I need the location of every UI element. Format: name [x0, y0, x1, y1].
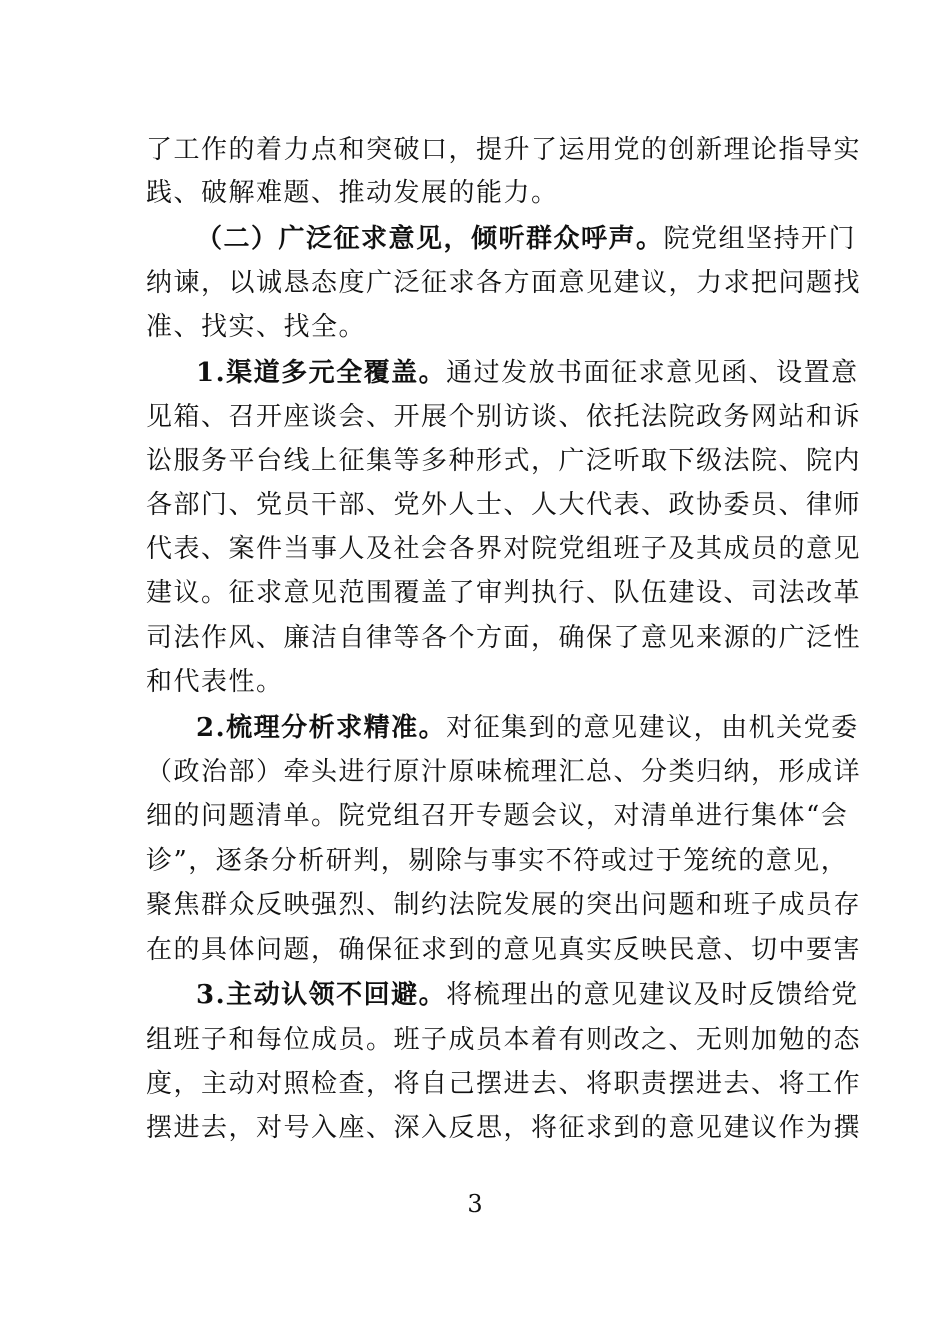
- body-text-line: 代表、案件当事人及社会各界对院党组班子及其成员的意见: [146, 534, 862, 564]
- body-text-line: 和代表性。: [146, 667, 284, 697]
- body-text-line: 践、破解难题、推动发展的能力。: [146, 178, 559, 208]
- body-text: 对征集到的意见建议，由机关党委: [446, 713, 859, 743]
- section-heading-line: [196, 224, 857, 254]
- body-text: 将梳理出的意见建议及时反馈给党: [446, 980, 859, 1010]
- subsection-heading-line: [196, 980, 859, 1010]
- body-text-line: 建议。征求意见范围覆盖了审判执行、队伍建设、司法改革: [146, 578, 862, 608]
- body-text-line: 纳谏，以诚恳态度广泛征求各方面意见建议，力求把问题找: [146, 268, 862, 298]
- body-text-line: 准、找实、找全。: [146, 312, 367, 342]
- subsection-heading: 1.渠道多元全覆盖。: [196, 358, 447, 388]
- page-number: 3: [467, 1190, 483, 1218]
- section-heading: （二）广泛征求意见，倾听群众呼声。: [196, 224, 664, 254]
- body-text-line: （政治部）牵头进行原汁原味梳理汇总、分类归纳，形成详: [146, 757, 862, 787]
- body-text-line: 见箱、召开座谈会、开展个别访谈、依托法院政务网站和诉: [146, 402, 862, 432]
- body-text-line: 各部门、党员干部、党外人士、人大代表、政协委员、律师: [146, 490, 862, 520]
- subsection-heading: 2.梳理分析求精准。: [196, 713, 447, 743]
- subsection-heading-line: [196, 713, 859, 743]
- body-text: 院党组坚持开门: [663, 224, 857, 254]
- body-text-line: 讼服务平台线上征集等多种形式，广泛听取下级法院、院内: [146, 446, 862, 476]
- body-text-line: 摆进去，对号入座、深入反思，将征求到的意见建议作为撰: [146, 1113, 862, 1143]
- body-text-line: 在的具体问题，确保征求到的意见真实反映民意、切中要害: [146, 935, 862, 965]
- subsection-heading-line: [196, 358, 859, 388]
- body-text-line: 细的问题清单。院党组召开专题会议，对清单进行集体“会: [146, 801, 849, 831]
- body-text-line: 诊”，逐条分析研判，剔除与事实不符或过于笼统的意见，: [146, 846, 849, 876]
- body-text-line: 组班子和每位成员。班子成员本着有则改之、无则加勉的态: [146, 1025, 862, 1055]
- body-text-line: 度，主动对照检查，将自己摆进去、将职责摆进去、将工作: [146, 1069, 862, 1099]
- body-text-line: 了工作的着力点和突破口，提升了运用党的创新理论指导实: [146, 135, 862, 165]
- body-text: 通过发放书面征求意见函、设置意: [446, 358, 859, 388]
- subsection-heading: 3.主动认领不回避。: [196, 980, 447, 1010]
- body-text-line: 司法作风、廉洁自律等各个方面，确保了意见来源的广泛性: [146, 623, 862, 653]
- body-text-line: 聚焦群众反映强烈、制约法院发展的突出问题和班子成员存: [146, 890, 862, 920]
